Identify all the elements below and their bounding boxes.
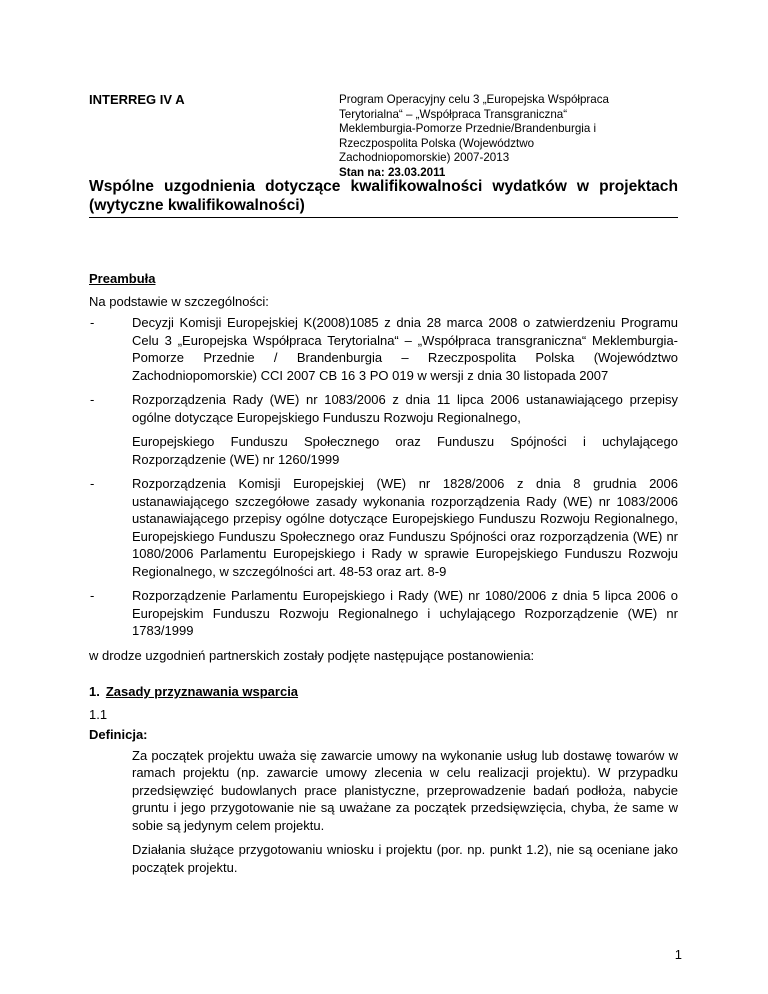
preamble-closing: w drodze uzgodnień partnerskich zostały podjęte następujące postanowienia: <box>89 647 535 663</box>
program-line: Program Operacyjny celu 3 „Europejska Współpraca <box>339 93 609 106</box>
definition-paragraph: Działania służące przygotowaniu wniosku i projektu (por. np. punkt 1.2), nie są oceniane jako początek projektu. <box>132 842 678 875</box>
legal-basis-list-continued <box>89 475 678 640</box>
list-item: - Decyzji Komisji Europejskiej K(2008)1085 z dnia 28 marca 2008 o zatwierdzeniu Programu Celu 3 „Europejska Współpraca Terytorialna“ – „Współpraca transgraniczna“ Meklemburgia-Pomorze Przednie / Brandenburgia – Rzeczpospolita Polska (Województwo Zachodniopomorskie) CCI 2007 CB 16 3 PO 019 w wersji z dnia 30 listopada 2007 <box>89 314 678 384</box>
definition-label: Definicja: <box>89 727 148 742</box>
program-line: Terytorialna“ – „Współpraca Transgraniczna“ <box>339 107 568 121</box>
page-number: 1 <box>674 947 682 962</box>
legal-basis-list <box>89 314 678 426</box>
document-title: Wspólne uzgodnienia dotyczące kwalifikowalności wydatków w projektach (wytyczne kwalifikowalności) <box>89 177 678 218</box>
list-item: - Rozporządzenia Rady (WE) nr 1083/2006 z dnia 11 lipca 2006 ustanawiającego przepisy ogólne dotyczące Europejskiego Funduszu Rozwoju Regionalnego, <box>89 391 678 426</box>
program-line: Rzeczpospolita Polska (Województwo <box>339 136 535 150</box>
section-number: 1. <box>89 684 100 699</box>
definition-paragraph: Za początek projektu uważa się zawarcie umowy na wykonanie usług lub dostawę towarów w ramach projektu (np. zawarcie umowy zlecenia w celu realizacji projektu). W przypadku przedsięwzięć budowlanych prace planistyczne, przeprowadzenie badań podłoża, nabycie gruntu i jego przygotowanie nie są uważane za początek przedsięwzięcia, chyba, że same w sobie są jedynym celem projektu. <box>132 747 678 833</box>
preamble-intro: Na podstawie w szczególności: <box>89 293 269 309</box>
program-line: Meklemburgia-Pomorze Przednie/Brandenburgia i <box>339 122 597 136</box>
program-description <box>339 93 679 181</box>
preamble-heading: Preambuła <box>89 271 156 286</box>
program-code: INTERREG IV A <box>89 92 185 107</box>
list-item: - Rozporządzenie Parlamentu Europejskiego i Rady (WE) nr 1080/2006 z dnia 5 lipca 2006 o Europejskim Funduszu Rozwoju Regionalnego i uchylającego Rozporządzenie (WE) nr 1783/1999 <box>89 587 678 640</box>
list-item: - Rozporządzenia Komisji Europejskiej (WE) nr 1828/2006 z dnia 8 grudnia 2006 ustanawiającego szczegółowe zasady wykonania rozporządzenia Rady (WE) nr 1083/2006 ustanawiającego przepisy ogólne dotyczące Europejskiego Funduszu Rozwoju Regionalnego, Europejskiego Funduszu Społecznego oraz Funduszu Spójności oraz rozporządzenia (WE) nr 1080/2006 Parlamentu Europejskiego i Rady w sprawie Europejskiego Funduszu Rozwoju Regionalnego, w szczególności art. 48-53 oraz art. 8-9 <box>89 475 678 580</box>
status-date: Stan na: 23.03.2011 <box>339 165 446 179</box>
section-title: Zasady przyznawania wsparcia <box>105 684 299 699</box>
section-heading <box>89 683 678 701</box>
program-line: Zachodniopomorskie) 2007-2013 <box>339 151 510 165</box>
subsection-number: 1.1 <box>89 706 108 722</box>
document-body <box>89 270 678 883</box>
list-item-continuation: Europejskiego Funduszu Społecznego oraz Funduszu Spójności i uchylającego Rozporządzenie (WE) nr 1260/1999 <box>132 434 678 467</box>
